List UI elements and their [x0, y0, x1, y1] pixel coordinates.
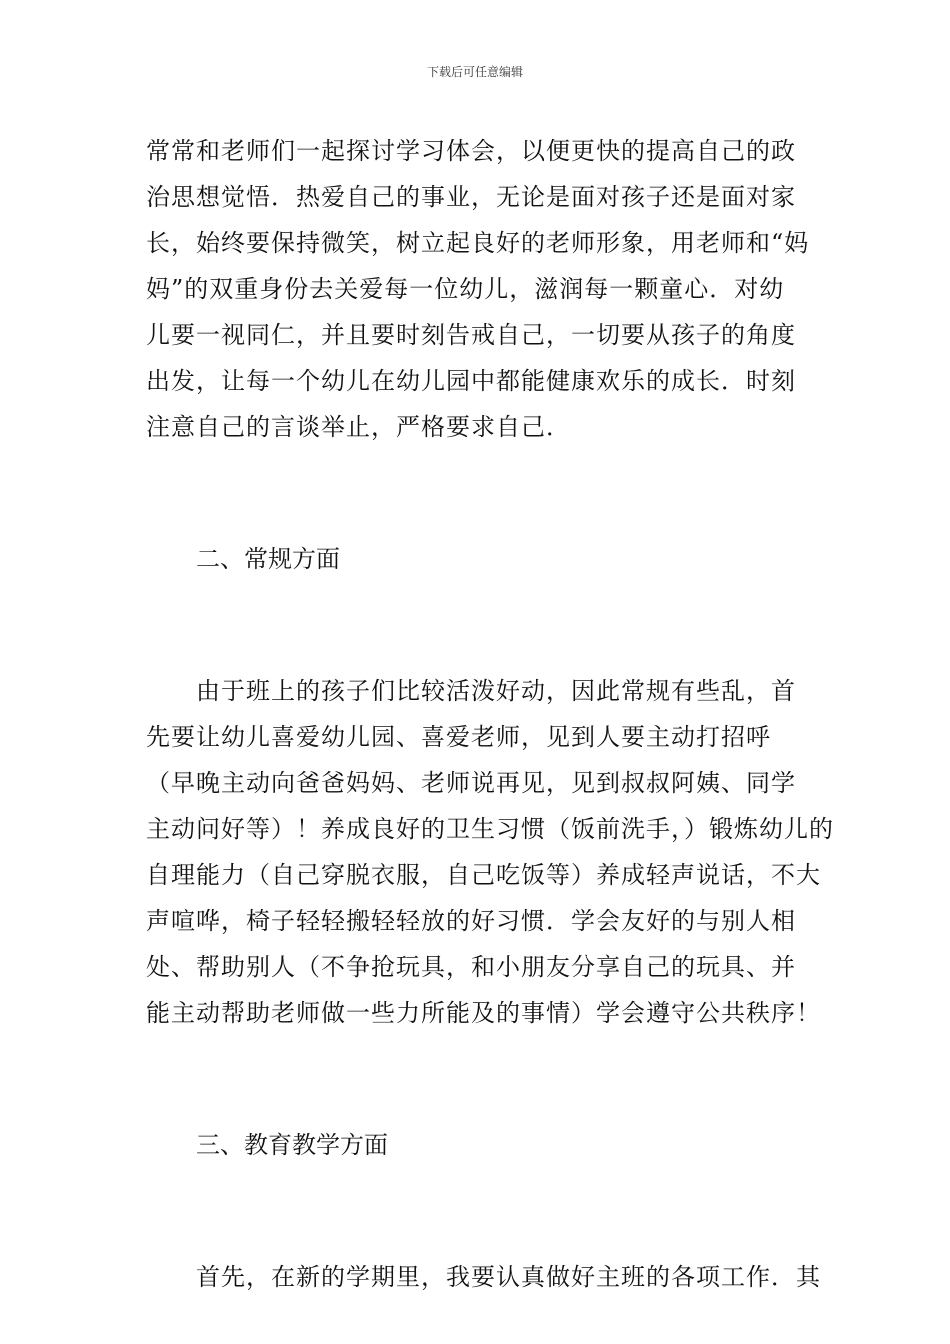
text-line: 出发，让每一个幼儿在幼儿园中都能健康欢乐的成长．时刻	[146, 367, 796, 395]
paragraph-routine	[146, 668, 834, 1036]
text-line: 声喧哗，椅子轻轻搬轻轻放的好习惯．学会友好的与别人相	[146, 907, 796, 935]
section-heading-teaching: 三、教育教学方面	[196, 1131, 388, 1159]
text-line: 先要让幼儿喜爱幼儿园、喜爱老师，见到人要主动打招呼	[146, 723, 771, 751]
text-line: 由于班上的孩子们比较活泼好动，因此常规有些乱，首	[196, 677, 796, 705]
text-line: 治思想觉悟．热爱自己的事业，无论是面对孩子还是面对家	[146, 183, 796, 211]
text-line: 常常和老师们一起探讨学习体会，以便更快的提高自己的政	[146, 137, 796, 165]
paragraph-gap	[146, 1036, 806, 1122]
text-line: 儿要一视同仁，并且要时刻告戒自己，一切要从孩子的角度	[146, 321, 796, 349]
paragraph-gap	[146, 1168, 806, 1254]
text-line: 自理能力（自己穿脱衣服，自己吃饭等）养成轻声说话，不大	[146, 861, 821, 889]
text-line: 主动问好等）！养成良好的卫生习惯（饭前洗手，）锻炼幼儿的	[146, 815, 834, 843]
paragraph-professional-conduct	[146, 128, 810, 450]
section-heading-routine: 二、常规方面	[196, 545, 340, 573]
paragraph-gap	[146, 450, 806, 536]
text-line: 首先，在新的学期里，我要认真做好主班的各项工作．其	[196, 1263, 821, 1291]
text-line: 妈”的双重身份去关爱每一位幼儿，滋润每一颗童心．对幼	[146, 275, 785, 303]
text-line: 长，始终要保持微笑，树立起良好的老师形象，用老师和“妈	[146, 229, 810, 257]
document-body	[146, 128, 834, 1300]
text-line: （早晚主动向爸爸妈妈、老师说再见，见到叔叔阿姨、同学	[146, 769, 796, 797]
text-line: 注意自己的言谈举止，严格要求自己．	[146, 413, 571, 441]
paragraph-gap	[146, 582, 806, 668]
text-line: 能主动帮助老师做一些力所能及的事情）学会遵守公共秩序！	[146, 999, 821, 1027]
paragraph-teaching	[146, 1254, 821, 1300]
page-header: 下载后可任意编辑	[426, 65, 523, 79]
text-line: 处、帮助别人（不争抢玩具，和小朋友分享自己的玩具、并	[146, 953, 796, 981]
